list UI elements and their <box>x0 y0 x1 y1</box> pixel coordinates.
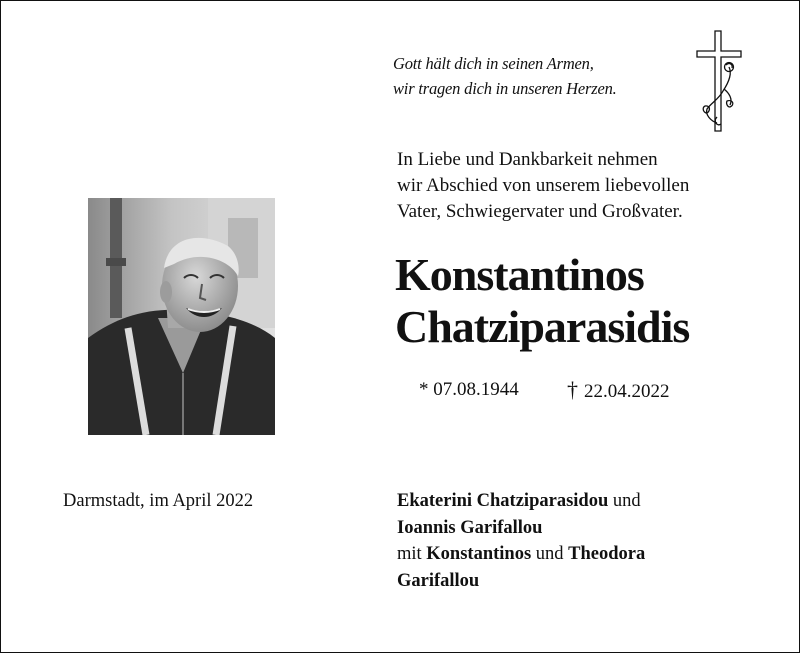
intro-line-1: In Liebe und Dankbarkeit nehmen <box>397 149 658 170</box>
mourners-list <box>397 488 757 594</box>
mourner-line-3 <box>397 541 757 568</box>
conjunction: mit <box>397 544 422 564</box>
mourner-name: Konstantinos <box>426 544 532 564</box>
birth-date: 07.08.1944 <box>433 379 519 400</box>
motto-verse <box>393 51 683 101</box>
birth-date-group <box>419 377 519 403</box>
dagger-icon: † <box>567 377 578 402</box>
mourner-line-1 <box>397 488 757 515</box>
conjunction: und <box>612 491 641 511</box>
death-date: 22.04.2022 <box>584 381 670 402</box>
mourner-name: Ioannis Garifallou <box>397 517 543 538</box>
intro-text <box>397 147 747 225</box>
motto-line-2: wir tragen dich in unseren Herzen. <box>393 79 617 98</box>
mourner-name: Garifallou <box>397 570 480 591</box>
deceased-first-name: Konstantinos <box>395 249 644 300</box>
birth-symbol: * <box>419 379 429 400</box>
intro-line-2: wir Abschied von unserem liebevollen <box>397 175 690 196</box>
place-and-date: Darmstadt, im April 2022 <box>63 491 254 511</box>
portrait-photo <box>88 198 275 435</box>
cross-with-rose-icon <box>693 29 747 135</box>
mourner-name: Ekaterini Chatziparasidou <box>397 491 609 511</box>
portrait-illustration <box>88 198 275 435</box>
death-date-group <box>567 377 670 405</box>
intro-line-3: Vater, Schwiegervater und Großvater. <box>397 201 683 222</box>
motto-line-1: Gott hält dich in seinen Armen, <box>393 54 594 73</box>
mourner-line-2 <box>397 515 757 542</box>
life-dates <box>419 377 739 403</box>
mourner-name: Theodora <box>568 544 646 564</box>
deceased-last-name: Chatziparasidis <box>395 301 690 352</box>
mourner-line-4 <box>397 568 757 595</box>
conjunction: und <box>535 544 564 564</box>
deceased-name <box>395 249 795 353</box>
